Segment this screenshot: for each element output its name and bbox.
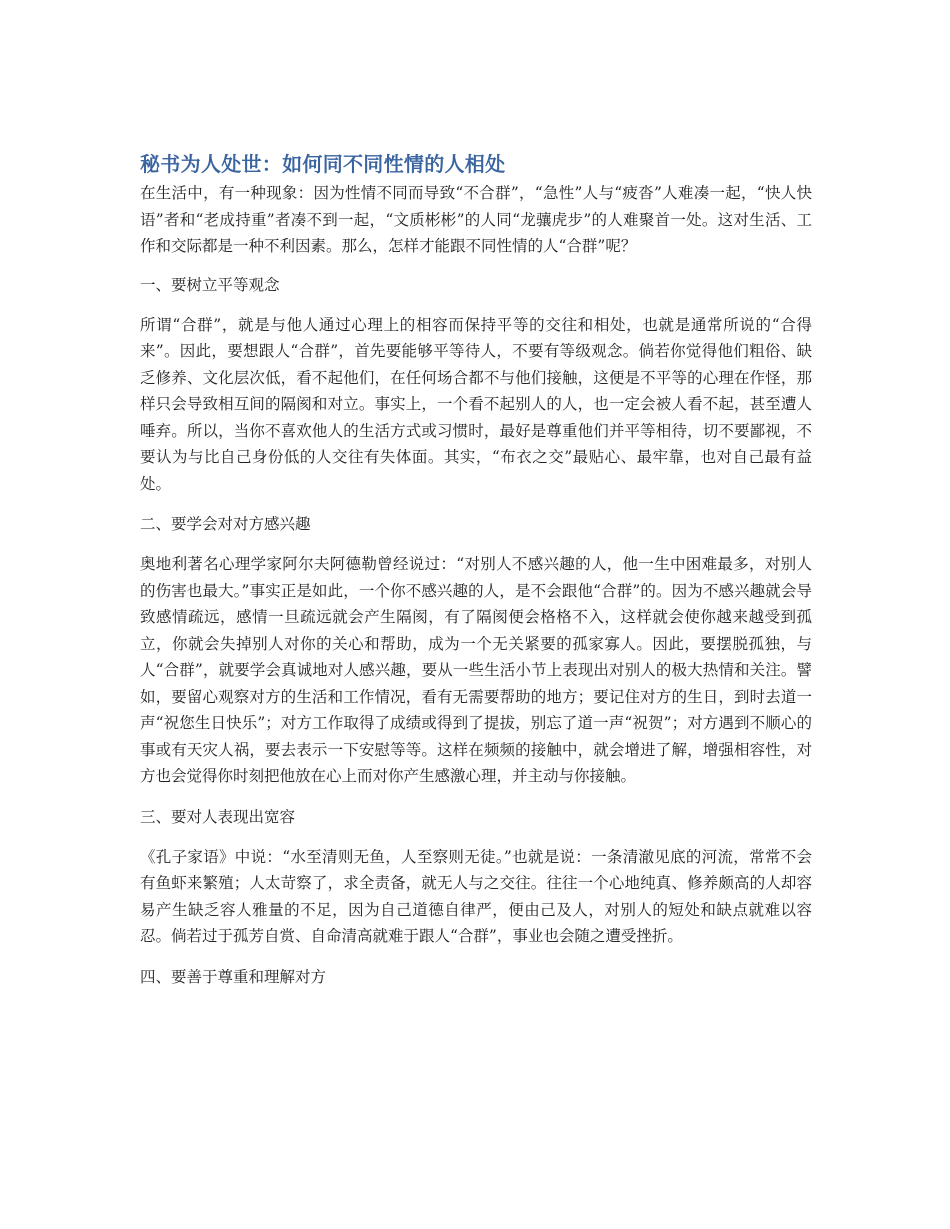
- section-heading-2: 二、要学会对对方感兴趣: [140, 515, 311, 533]
- intro-paragraph: 在生活中，有一种现象：因为性情不同而导致“不合群”，“急性”人与“疲沓”人难凑一起，“快人快语”者和“老成持重”者凑不到一起，“文质彬彬”的人同“龙骧虎步”的人难聚首一处。这对生活、工作和交际都是一种不利因素。那么，怎样才能跟不同性情的人“合群”呢？: [140, 184, 812, 255]
- section-heading-4: 四、要善于尊重和理解对方: [140, 967, 327, 986]
- section-heading-1: 一、要树立平等观念: [140, 275, 280, 294]
- document-page: [140, 150, 812, 1004]
- section-body-3: 《孔子家语》中说：“水至清则无鱼，人至察则无徒。”也就是说：一条清澈见底的河流，常常不会有鱼虾来繁殖；人太苛察了，求全责备，就无人与之交往。往往一个心地纯真、修养颇高的人却容易产生缺乏容人雅量的不足，因为自己道德自律严，便由己及人，对别人的短处和缺点就难以容忍。倘若过于孤芳自赏、自命清高就难于跟人“合群”，事业也会随之遭受挫折。: [140, 847, 812, 945]
- section-heading-3: 三、要对人表现出宽容: [140, 807, 296, 826]
- section-body-1: 所谓“合群”，就是与他人通过心理上的相容而保持平等的交往和相处，也就是通常所说的“合得来”。因此，要想跟人“合群”，首先要能够平等待人，不要有等级观念。倘若你觉得他们粗俗、缺乏修养、文化层次低，看不起他们，在任何场合都不与他们接触，这便是不平等的心理在作怪，那样只会导致相互间的隔阂和对立。事实上，一个看不起别人的人，也一定会被人看不起，甚至遭人唾弃。所以，当你不喜欢他人的生活方式或习惯时，最好是尊重他们并平等相待，切不要鄙视，不要认为与比自己身份低的人交往有失体面。其实，“布衣之交”最贴心、最牢靠，也对自己最有益处。: [140, 315, 812, 493]
- document-title: 秘书为人处世：如何同不同性情的人相处: [140, 152, 506, 176]
- section-body-2: 奥地利著名心理学家阿尔夫阿德勒曾经说过：“对别人不感兴趣的人，他一生中困难最多，对别人的伤害也最大。”事实正是如此，一个你不感兴趣的人，是不会跟他“合群”的。因为不感兴趣就会导致感情疏远，感情一旦疏远就会产生隔阂，有了隔阂便会格格不入，这样就会使你越来越受到孤立，你就会失掉别人对你的关心和帮助，成为一个无关紧要的孤家寡人。因此，要摆脱孤独，与人“合群”，就要学会真诚地对人感兴趣，要从一些生活小节上表现出对别人的极大热情和关注。譬如，要留心观察对方的生活和工作情况，看有无需要帮助的地方；要记住对方的生日，到时去道一声“祝您生日快乐”；对方工作取得了成绩或得到了提拔，别忘了道一声“祝贺”；对方遇到不顺心的事或有天灾人祸，要去表示一下安慰等等。这样在频频的接触中，就会增进了解，增强相容性，对方也会觉得你时刻把他放在心上而对你产生感激心理，并主动与你接触。: [140, 555, 812, 785]
